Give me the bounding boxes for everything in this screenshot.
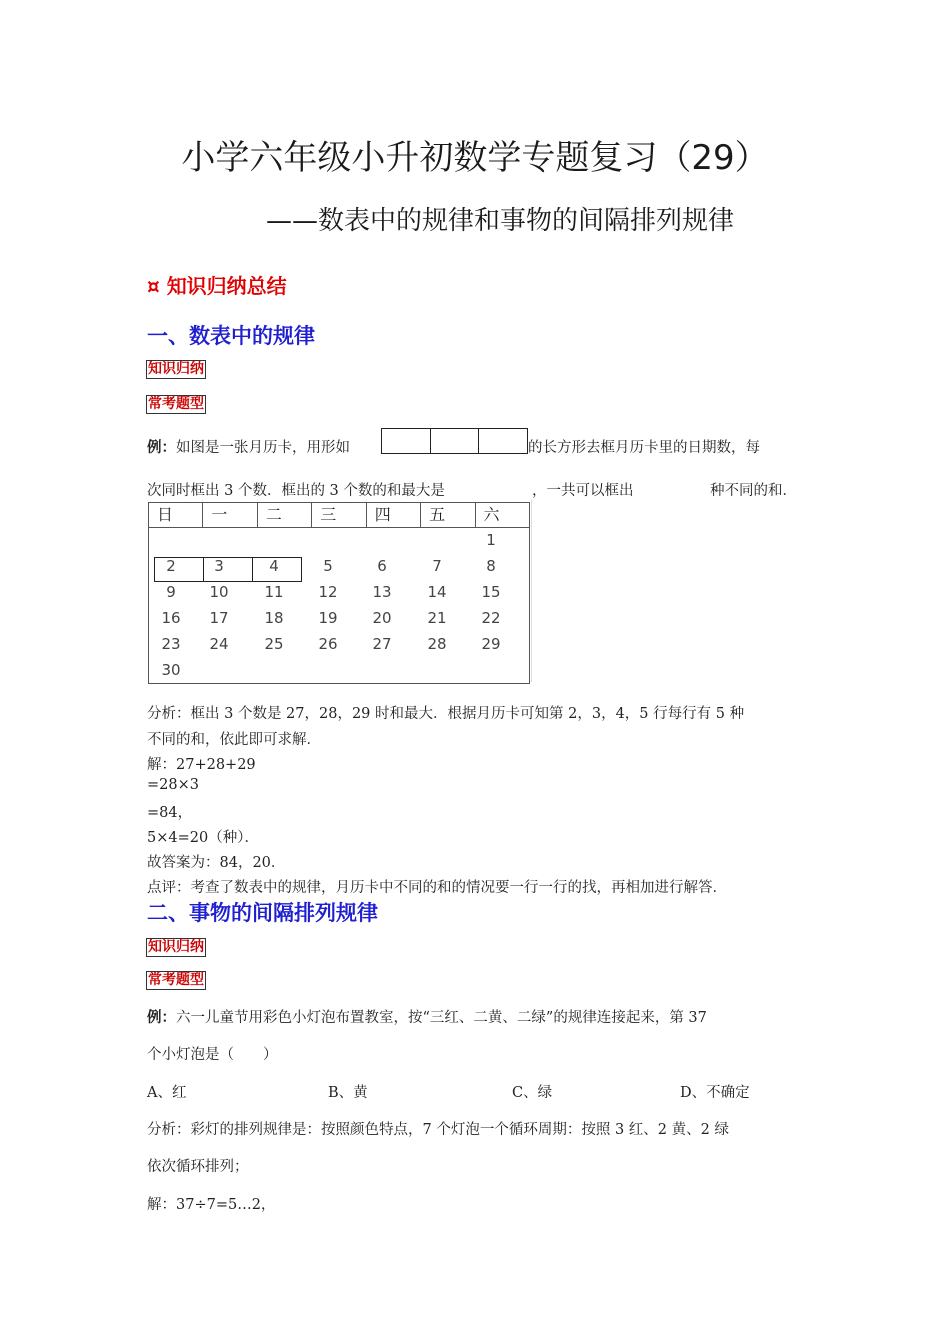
solution1-line1: 解：27+28+29 — [147, 757, 256, 773]
example1-line2b: ，一共可以框出 — [532, 483, 634, 499]
section2-tag-knowledge: 知识归纳 — [148, 939, 204, 955]
calendar-day: 26 — [318, 635, 338, 653]
solution1-line2: =28×3 — [147, 777, 199, 793]
calendar-day: 28 — [427, 635, 447, 653]
calendar-day: 20 — [372, 609, 392, 627]
option-a: A、红 — [147, 1085, 187, 1101]
section1-tag-knowledge: 知识归纳 — [148, 361, 204, 377]
calendar-day: 11 — [264, 583, 284, 601]
example1-part2: 的长方形去框月历卡里的日期数，每 — [528, 440, 760, 456]
calendar-header-cell: 五 — [421, 503, 475, 527]
calendar-day: 18 — [264, 609, 284, 627]
page-subtitle: ——数表中的规律和事物的间隔排列规律 — [265, 206, 734, 236]
frame-shape-3-cells — [381, 428, 528, 454]
calendar-day: 2 — [166, 557, 176, 575]
calendar-day: 25 — [264, 635, 284, 653]
calendar-day: 12 — [318, 583, 338, 601]
example-label: 例： — [147, 439, 176, 456]
example1-line1 — [147, 436, 350, 457]
calendar-day: 13 — [372, 583, 392, 601]
calendar-day: 14 — [427, 583, 447, 601]
calendar-table — [148, 502, 530, 684]
calendar-day: 7 — [432, 557, 442, 575]
calendar-day: 5 — [323, 557, 333, 575]
option-d: D、不确定 — [680, 1085, 750, 1101]
example1-line2c: 种不同的和． — [710, 483, 797, 499]
calendar-day: 23 — [161, 635, 181, 653]
section1-heading: 一、数表中的规律 — [147, 324, 315, 348]
calendar-header-row — [149, 503, 529, 528]
calendar-day: 16 — [161, 609, 181, 627]
calendar-day: 30 — [161, 661, 181, 679]
page-title: 小学六年级小升初数学专题复习（29） — [181, 138, 769, 178]
calendar-header-cell: 三 — [312, 503, 366, 527]
calendar-day: 4 — [269, 557, 279, 575]
calendar-day: 15 — [481, 583, 501, 601]
summary-heading: ¤ 知识归纳总结 — [147, 274, 287, 298]
example2-line2: 个小灯泡是（ ） — [147, 1047, 278, 1063]
example2-line1 — [147, 1006, 707, 1027]
analysis1-line1: 分析：框出 3 个数是 27，28，29 时和最大．根据月历卡可知第 2，3，4，5 行每行有 5 种 — [147, 706, 745, 722]
option-c: C、绿 — [512, 1085, 553, 1101]
example1-part1: 如图是一张月历卡，用形如 — [176, 440, 350, 456]
example2-text1: 六一儿童节用彩色小灯泡布置教室，按“三红、二黄、二绿”的规律连接起来，第 37 — [176, 1010, 707, 1026]
calendar-day: 24 — [209, 635, 229, 653]
calendar-day: 27 — [372, 635, 392, 653]
answer1: 故答案为：84，20． — [147, 855, 286, 871]
section1-tag-common: 常考题型 — [148, 396, 204, 412]
calendar-header-cell: 四 — [367, 503, 421, 527]
calendar-day: 22 — [481, 609, 501, 627]
calendar-day: 21 — [427, 609, 447, 627]
calendar-day: 29 — [481, 635, 501, 653]
calendar-header-cell: 二 — [258, 503, 312, 527]
solution1-line3: =84， — [147, 805, 193, 821]
calendar-day: 6 — [377, 557, 387, 575]
solution2-line1: 解：37÷7=5…2， — [147, 1197, 276, 1213]
calendar-day: 8 — [486, 557, 496, 575]
section2-heading: 二、事物的间隔排列规律 — [147, 901, 378, 925]
divider-line — [531, 500, 532, 682]
section2-tag-common: 常考题型 — [148, 972, 204, 988]
calendar-day: 19 — [318, 609, 338, 627]
example-label: 例： — [147, 1009, 176, 1026]
analysis2-line1: 分析：彩灯的排列规律是：按照颜色特点，7 个灯泡一个循环周期：按照 3 红、2 黄、2 绿 — [147, 1122, 729, 1138]
option-b: B、黄 — [328, 1085, 368, 1101]
calendar-day: 1 — [486, 531, 496, 549]
analysis2-line2: 依次循环排列； — [147, 1159, 249, 1175]
solution1-line4: 5×4=20（种）． — [147, 830, 259, 846]
calendar-day: 9 — [166, 583, 176, 601]
calendar-day: 17 — [209, 609, 229, 627]
analysis1-line2: 不同的和，依此即可求解． — [147, 732, 321, 748]
calendar-header-cell: 日 — [149, 503, 203, 527]
calendar-header-cell: 一 — [203, 503, 257, 527]
calendar-day: 3 — [214, 557, 224, 575]
calendar-day: 10 — [209, 583, 229, 601]
calendar-header-cell: 六 — [483, 505, 500, 524]
example1-line2a: 次同时框出 3 个数．框出的 3 个数的和最大是 — [147, 483, 445, 499]
comment1: 点评：考查了数表中的规律，月历卡中不同的和的情况要一行一行的找，再相加进行解答． — [147, 880, 727, 896]
